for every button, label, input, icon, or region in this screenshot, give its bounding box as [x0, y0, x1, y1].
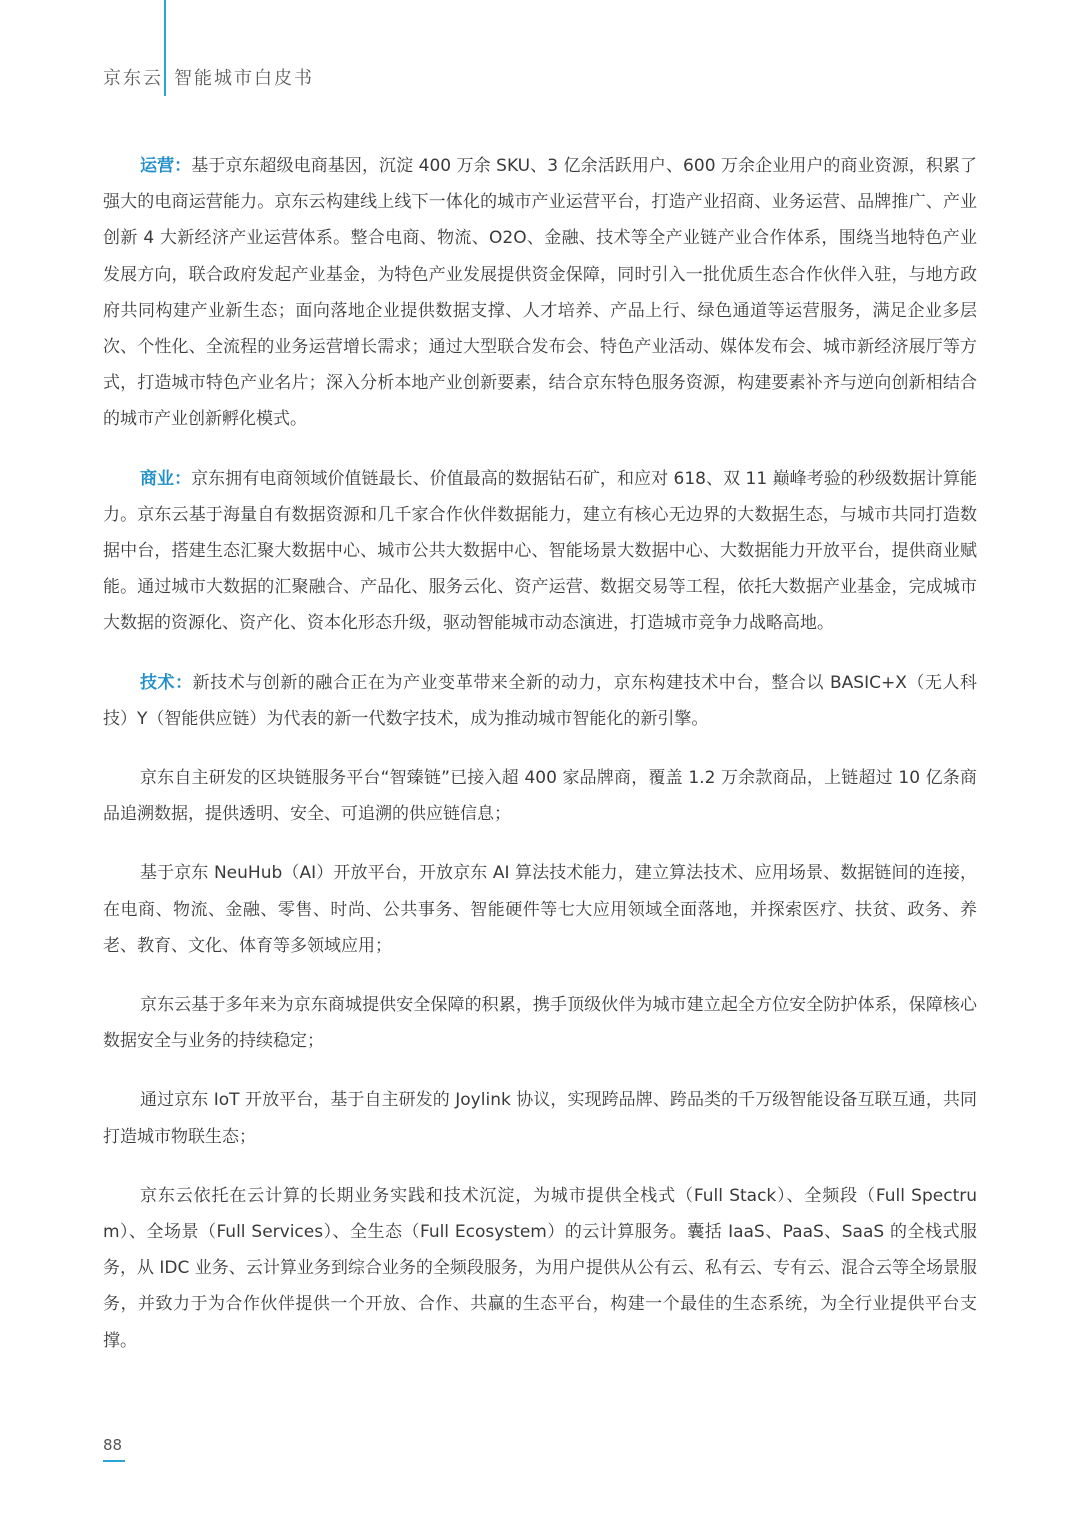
section-text: 京东拥有电商领域价值链最长、价值最高的数据钻石矿，和应对 618、双 11 巅峰考验的秒级数据计算能力。京东云基于海量自有数据资源和几千家合作伙伴数据能力，建立有核心无边界的大数据生态，与城市共同打造数据中台，搭建生态汇聚大数据中心、城市公共大数据中心、智能场景大数据中心、大数据能力开放平台，提供商业赋能。通过城市大数据的汇聚融合、产品化、服务云化、资产运营、数据交易等工程，依托大数据产业基金，完成城市大数据的资源化、资产化、资本化形态升级，驱动智能城市动态演进，打造城市竞争力战略高地。 [103, 468, 977, 634]
section-business [103, 461, 977, 642]
paragraph-ai-platform: 基于京东 NeuHub（AI）开放平台，开放京东 AI 算法技术能力，建立算法技术、应用场景、数据链间的连接，在电商、物流、金融、零售、时尚、公共事务、智能硬件等七大应用领域全面落地，并探索医疗、扶贫、政务、养老、教育、文化、体育等多领域应用； [103, 863, 977, 956]
page-body [103, 148, 977, 1382]
section-operations [103, 148, 977, 438]
section-text: 基于京东超级电商基因，沉淀 400 万余 SKU、3 亿余活跃用户、600 万余企业用户的商业资源，积累了强大的电商运营能力。京东云构建线上线下一体化的城市产业运营平台，打造产业招商、业务运营、品牌推广、产业创新 4 大新经济产业运营体系。整合电商、物流、O2O、金融、技术等全产业链产业合作体系，围绕当地特色产业发展方向，联合政府发起产业基金，为特色产业发展提供资金保障，同时引入一批优质生态合作伙伴入驻，与地方政府共同构建产业新生态；面向落地企业提供数据支撑、人才培养、产品上行、绿色通道等运营服务，满足企业多层次、个性化、全流程的业务运营增长需求；通过大型联合发布会、特色产业活动、媒体发布会、城市新经济展厅等方式，打造城市特色产业名片；深入分析本地产业创新要素，结合京东特色服务资源，构建要素补齐与逆向创新相结合的城市产业创新孵化模式。 [103, 156, 977, 430]
page-number-underline [103, 1460, 125, 1462]
paragraph-cloud: 京东云依托在云计算的长期业务实践和技术沉淀，为城市提供全栈式（Full Stack）、全频段（Full Spectrum）、全场景（Full Services）、全生态（Full Ecosystem）的云计算服务。囊括 IaaS、PaaS、SaaS 的全栈式服务，从 IDC 业务、云计算业务到综合业务的全频段服务，为用户提供从公有云、私有云、专有云、混合云等全场景服务，并致力于为合作伙伴提供一个开放、合作、共赢的生态平台，构建一个最佳的生态系统，为全行业提供平台支撑。 [103, 1185, 977, 1351]
section-lead: 运营： [140, 156, 192, 176]
section-technology [103, 665, 977, 737]
header-doc-title: 智能城市白皮书 [174, 68, 314, 89]
paragraph-blockchain: 京东自主研发的区块链服务平台“智臻链”已接入超 400 家品牌商，覆盖 1.2 万余款商品，上链超过 10 亿条商品追溯数据，提供透明、安全、可追溯的供应链信息； [103, 768, 977, 825]
paragraph-iot: 通过京东 IoT 开放平台，基于自主研发的 Joylink 协议，实现跨品牌、跨品类的千万级智能设备互联互通，共同打造城市物联生态； [103, 1090, 977, 1147]
page-number: 88 [103, 1436, 123, 1454]
paragraph-security: 京东云基于多年来为京东商城提供安全保障的积累，携手顶级伙伴为城市建立起全方位安全防护体系，保障核心数据安全与业务的持续稳定； [103, 995, 977, 1052]
header-divider [164, 0, 166, 96]
section-lead: 商业： [140, 468, 192, 489]
header-company: 京东云 [103, 68, 163, 89]
section-lead: 技术： [140, 672, 193, 693]
section-text: 新技术与创新的融合正在为产业变革带来全新的动力，京东构建技术中台，整合以 BASIC+X（无人科技）Y（智能供应链）为代表的新一代数字技术，成为推动城市智能化的新引擎。 [103, 672, 978, 729]
